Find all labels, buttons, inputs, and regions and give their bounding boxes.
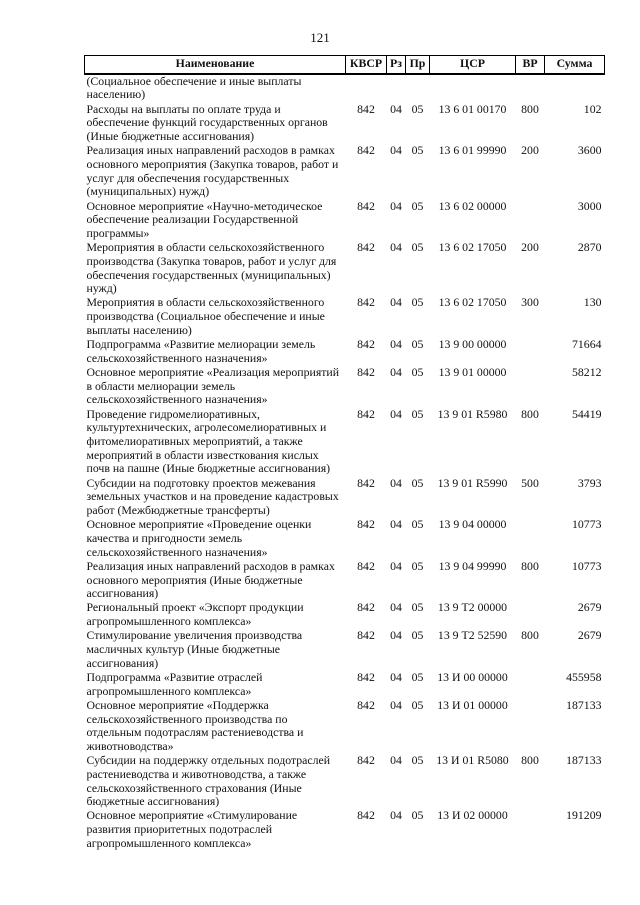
cell-kvsr: 842	[357, 697, 375, 712]
cell-rz	[387, 74, 406, 103]
cell-sum: 2679	[577, 600, 602, 615]
cell-sum: 58212	[572, 364, 602, 379]
cell-kvsr: 842	[357, 628, 375, 643]
cell-name: Подпрограмма «Развитие мелиорации земель сельскохозяйственного назначения»	[86, 337, 316, 365]
cell-name: Основное мероприятие «Научно-методическое обеспечение реализации Государственной программы»	[86, 198, 323, 240]
cell-vr	[516, 366, 545, 408]
cell-pr: 05	[411, 697, 424, 712]
cell-kvsr: 842	[357, 558, 375, 573]
cell-pr: 05	[411, 808, 424, 823]
cell-vr: 200	[521, 143, 539, 158]
header-pr: Пр	[406, 56, 430, 74]
cell-sum: 2679	[577, 628, 602, 643]
cell-rz: 04	[390, 808, 402, 823]
budget-table	[84, 55, 605, 851]
table-row	[85, 477, 605, 519]
cell-rz: 04	[390, 143, 402, 158]
cell-rz: 04	[390, 753, 402, 768]
table-row	[85, 671, 605, 699]
cell-kvsr: 842	[357, 669, 375, 684]
cell-pr: 05	[411, 198, 424, 213]
cell-csr: 13 6 01 00170	[438, 101, 507, 116]
cell-pr: 05	[411, 406, 424, 421]
table-body	[85, 74, 605, 851]
cell-pr: 05	[411, 295, 424, 310]
cell-name: Мероприятия в области сельскохозяйственного производства (Социальное обеспечение и иные выплаты населению)	[86, 295, 325, 337]
cell-sum	[545, 74, 605, 103]
cell-vr	[516, 74, 545, 103]
cell-sum: 191209	[566, 808, 602, 823]
cell-vr	[516, 338, 545, 366]
cell-csr: 13 9 01 00000	[438, 364, 507, 379]
cell-vr	[516, 601, 545, 629]
cell-sum: 187133	[566, 697, 602, 712]
cell-name: Основное мероприятие «Проведение оценки качества и пригодности земель сельскохозяйственного назначения»	[86, 517, 312, 559]
cell-pr: 05	[411, 600, 424, 615]
cell-csr: 13 9 Т2 00000	[437, 600, 508, 615]
cell-csr: 13 6 02 17050	[438, 240, 507, 255]
cell-sum: 10773	[572, 558, 602, 573]
cell-csr: 13 9 Т2 52590	[437, 628, 508, 643]
header-name: Наименование	[85, 56, 346, 74]
cell-kvsr: 842	[357, 808, 375, 823]
page-number: 121	[310, 30, 330, 45]
header-vr: ВР	[516, 56, 545, 74]
cell-sum: 10773	[572, 517, 602, 532]
cell-name: Подпрограмма «Развитие отраслей агропромышленного комплекса»	[86, 669, 263, 698]
cell-csr: 13 И 01 00000	[437, 697, 508, 712]
cell-pr: 05	[411, 101, 424, 116]
cell-sum: 2870	[577, 240, 602, 255]
table-row	[85, 338, 605, 366]
cell-csr: 13 9 01 R5990	[437, 475, 508, 490]
cell-kvsr: 842	[357, 517, 375, 532]
cell-kvsr: 842	[357, 406, 375, 421]
cell-name: Мероприятия в области сельскохозяйственного производства (Закупка товаров, работ и услуг для обеспечения государственных (муниципальных) нужд)	[86, 240, 337, 296]
cell-kvsr: 842	[357, 240, 375, 255]
cell-rz: 04	[390, 295, 402, 310]
cell-sum: 54419	[572, 406, 602, 421]
table-row	[85, 560, 605, 602]
cell-pr: 05	[411, 475, 424, 490]
cell-kvsr: 842	[357, 475, 375, 490]
cell-kvsr: 842	[357, 143, 375, 158]
cell-pr: 05	[411, 669, 424, 684]
cell-kvsr: 842	[357, 600, 375, 615]
cell-vr: 300	[521, 295, 539, 310]
cell-csr: 13 9 04 99990	[438, 558, 507, 573]
cell-kvsr: 842	[357, 364, 375, 379]
header-sum: Сумма	[545, 56, 605, 74]
cell-rz: 04	[390, 364, 402, 379]
table-row	[85, 241, 605, 296]
cell-vr	[516, 518, 545, 560]
table-row	[85, 366, 605, 408]
cell-csr: 13 И 01 R5080	[436, 753, 509, 768]
cell-name: Субсидии на поддержку отдельных подотраслей растениеводства и животноводства, а также сельскохозяйственного страхования (Иные бюджетные ассигнования)	[86, 753, 331, 809]
cell-csr: 13 6 01 99990	[438, 143, 507, 158]
header-kvsr: КВСР	[346, 56, 387, 74]
cell-vr: 800	[521, 753, 539, 768]
cell-csr: 13 И 00 00000	[437, 669, 508, 684]
table-header	[85, 56, 605, 74]
cell-sum: 3793	[577, 475, 602, 490]
table-row	[85, 601, 605, 629]
cell-pr: 05	[411, 337, 424, 352]
table-row	[85, 699, 605, 754]
header-rz: Рз	[387, 56, 406, 74]
cell-name: Региональный проект «Экспорт продукции агропромышленного комплекса»	[86, 600, 304, 629]
table-row	[85, 518, 605, 560]
cell-name: Проведение гидромелиоративных, культуртехнических, агролесомелиоративных и фитомелиоративных мероприятий, а также мероприятий в области известкования кислых почв на пашне (Иные бюджетные ассигнования)	[86, 406, 331, 476]
cell-vr	[516, 699, 545, 754]
cell-rz: 04	[390, 198, 402, 213]
cell-vr: 500	[521, 475, 539, 490]
budget-table-container	[84, 55, 604, 851]
cell-sum: 102	[583, 101, 602, 116]
cell-name: Стимулирование увеличения производства масличных культур (Иные бюджетные ассигнования)	[86, 628, 303, 670]
cell-csr: 13 И 02 00000	[437, 808, 508, 823]
cell-vr: 800	[521, 558, 539, 573]
cell-pr: 05	[411, 517, 424, 532]
cell-rz: 04	[390, 101, 402, 116]
cell-csr: 13 9 01 R5980	[437, 406, 508, 421]
cell-vr: 200	[521, 240, 539, 255]
table-row	[85, 144, 605, 199]
cell-rz: 04	[390, 628, 402, 643]
table-row	[85, 103, 605, 145]
cell-kvsr	[346, 74, 387, 103]
cell-name: Реализация иных направлений расходов в рамках основного мероприятия (Закупка товаров, работ и услуг для обеспечения государственных (муниципальных) нужд)	[86, 143, 339, 199]
cell-kvsr: 842	[357, 753, 375, 768]
cell-sum: 71664	[572, 337, 602, 352]
cell-rz: 04	[390, 517, 402, 532]
cell-name: (Социальное обеспечение и иные выплаты населению)	[86, 73, 302, 102]
cell-rz: 04	[390, 600, 402, 615]
cell-csr: 13 9 04 00000	[438, 517, 507, 532]
cell-csr	[430, 74, 516, 103]
cell-kvsr: 842	[357, 337, 375, 352]
cell-vr: 800	[521, 406, 539, 421]
cell-name: Основное мероприятие «Реализация мероприятий в области мелиорации земель сельскохозяйственного назначения»	[86, 364, 340, 407]
cell-name: Расходы на выплаты по оплате труда и обеспечение функций государственных органов (Иные бюджетные ассигнования)	[86, 101, 328, 144]
table-row	[85, 754, 605, 809]
cell-csr: 13 9 00 00000	[438, 337, 507, 352]
cell-name: Основное мероприятие «Стимулирование развития приоритетных подотраслей агропромышленного комплекса»	[86, 808, 298, 850]
table-row	[85, 408, 605, 477]
cell-csr: 13 6 02 17050	[438, 295, 507, 310]
cell-vr	[516, 200, 545, 242]
cell-pr: 05	[411, 628, 424, 643]
cell-kvsr: 842	[357, 101, 375, 116]
cell-sum: 187133	[566, 753, 602, 768]
table-row	[85, 74, 605, 103]
cell-rz: 04	[390, 697, 402, 712]
table-row	[85, 200, 605, 242]
cell-vr: 800	[521, 101, 539, 116]
cell-rz: 04	[390, 558, 402, 573]
cell-vr: 800	[521, 628, 539, 643]
cell-pr	[406, 74, 430, 103]
header-csr: ЦСР	[430, 56, 516, 74]
table-row	[85, 809, 605, 851]
cell-pr: 05	[411, 143, 424, 158]
cell-name: Субсидии на подготовку проектов межевания земельных участков и на проведение кадастровых работ (Межбюджетные трансферты)	[86, 475, 339, 517]
cell-kvsr: 842	[357, 198, 375, 213]
cell-csr: 13 6 02 00000	[438, 198, 507, 213]
cell-rz: 04	[390, 337, 402, 352]
cell-name: Основное мероприятие «Поддержка сельскохозяйственного производства по отдельным подотраслям растениеводства и животноводства»	[86, 697, 304, 753]
cell-vr	[516, 671, 545, 699]
cell-pr: 05	[411, 240, 424, 255]
cell-rz: 04	[390, 406, 402, 421]
cell-sum: 455958	[566, 669, 602, 684]
cell-pr: 05	[411, 753, 424, 768]
cell-sum: 3000	[577, 198, 602, 213]
cell-rz: 04	[390, 240, 402, 255]
cell-sum: 130	[583, 295, 602, 310]
table-row	[85, 296, 605, 338]
cell-pr: 05	[411, 558, 424, 573]
cell-kvsr: 842	[357, 295, 375, 310]
cell-rz: 04	[390, 669, 402, 684]
cell-sum: 3600	[577, 143, 602, 158]
cell-vr	[516, 809, 545, 851]
cell-pr: 05	[411, 364, 424, 379]
cell-rz: 04	[390, 475, 402, 490]
table-row	[85, 629, 605, 671]
cell-name: Реализация иных направлений расходов в рамках основного мероприятия (Иные бюджетные ассигнования)	[86, 558, 335, 601]
